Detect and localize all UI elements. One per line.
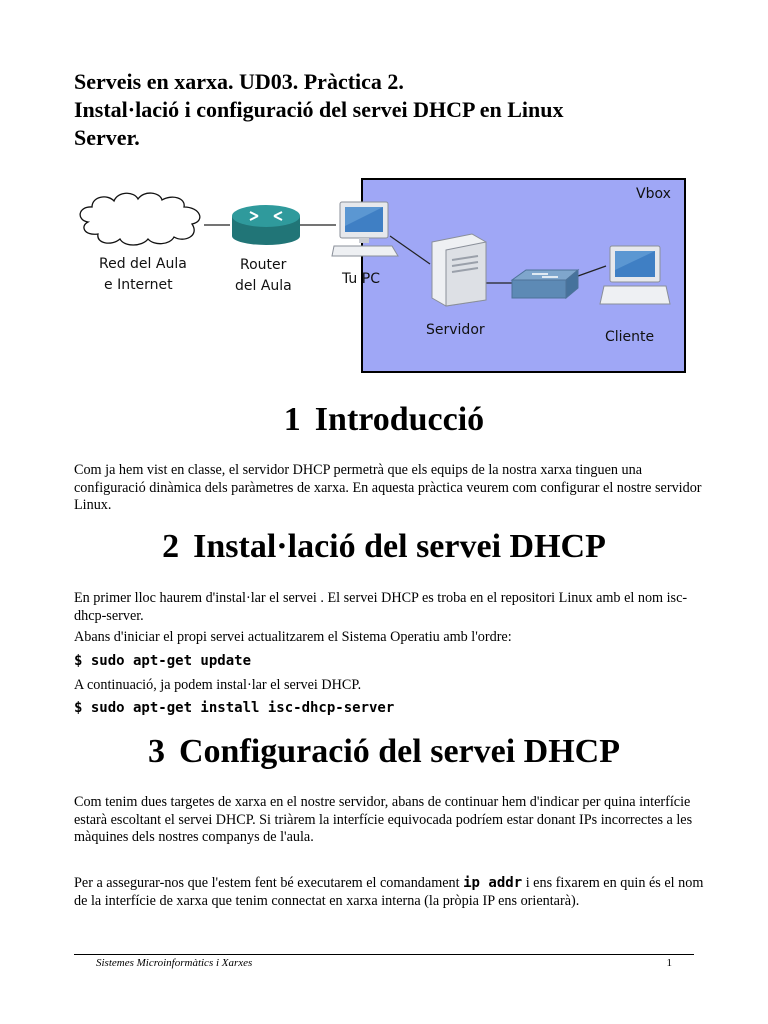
section-1-title: Introducció — [314, 401, 485, 438]
title-line-2: Instal·lació i configuració del servei DHCP en Linux — [74, 97, 564, 122]
install-paragraph-1: En primer lloc haurem d'instal·lar el servei . El servei DHCP es troba en el repositori Linux amb el nom isc-dhcp-server. — [74, 590, 688, 624]
vbox-label: Vbox — [636, 186, 671, 202]
section-3-heading — [0, 732, 768, 772]
config-paragraph-1: Com tenim dues targetes de xarxa en el nostre servidor, abans de continuar hem d'indicar per quina interfície estarà escoltant el servei DHCP. Si triàrem la interfície equivocada podríem estar donant IPs incorrectes a les màquines dels nostres companys de l'aula. — [74, 794, 693, 845]
cloud-label-line1: Red del Aula — [99, 256, 187, 272]
section-2-heading — [0, 527, 768, 567]
command-install: $ sudo apt-get install isc-dhcp-server — [74, 700, 395, 716]
document-title — [74, 68, 714, 152]
page-number: 1 — [666, 957, 672, 969]
server-label: Servidor — [426, 322, 485, 338]
server-tower-icon — [432, 234, 486, 306]
section-1-heading — [0, 400, 768, 440]
section-3-number: 3 — [148, 733, 165, 770]
pc-label: Tu PC — [342, 271, 380, 287]
client-label: Cliente — [605, 329, 655, 345]
router-label-line2: del Aula — [235, 278, 292, 294]
network-switch-icon — [512, 270, 578, 298]
network-diagram — [74, 176, 694, 376]
router-icon — [232, 205, 300, 245]
cloud-icon — [80, 193, 200, 245]
config-paragraph-2-end: i ens fixarem en quin és el nom de la interfície de xarxa que tenim connectat en xarxa interna (la pròpia IP ens orientarà). — [74, 875, 704, 909]
cloud-label-line2: e Internet — [104, 277, 173, 293]
section-2-title: Instal·lació del servei DHCP — [193, 528, 606, 565]
title-line-1: Serveis en xarxa. UD03. Pràctica 2. — [74, 69, 404, 94]
config-paragraph-2 — [74, 875, 704, 910]
footer-course: Sistemes Microinformàtics i Xarxes — [96, 957, 253, 969]
router-label-line1: Router — [240, 257, 287, 273]
install-paragraph-2: Abans d'iniciar el propi servei actualitzarem el Sistema Operatiu amb l'ordre: — [74, 629, 512, 645]
section-2-number: 2 — [162, 528, 180, 565]
desktop-pc-icon — [332, 202, 398, 256]
intro-paragraph: Com ja hem vist en classe, el servidor DHCP permetrà que els equips de la nostra xarxa tinguen una configuració dinàmica dels paràmetres de xarxa. En aquesta pràctica veurem com configurar el nostre servidor Linux. — [74, 462, 702, 513]
footer-rule — [74, 954, 694, 955]
laptop-client-icon — [600, 246, 670, 304]
install-paragraph-3: A continuació, ja podem instal·lar el servei DHCP. — [74, 677, 362, 693]
section-3-title: Configuració del servei DHCP — [179, 733, 620, 770]
command-update: $ sudo apt-get update — [74, 653, 252, 669]
config-paragraph-2-start: Per a assegurar-nos que l'estem fent bé executarem el comandament — [74, 875, 464, 891]
inline-command-ip-addr: ip addr — [463, 875, 523, 891]
title-line-3: Server. — [74, 125, 140, 150]
section-1-number: 1 — [283, 401, 301, 438]
